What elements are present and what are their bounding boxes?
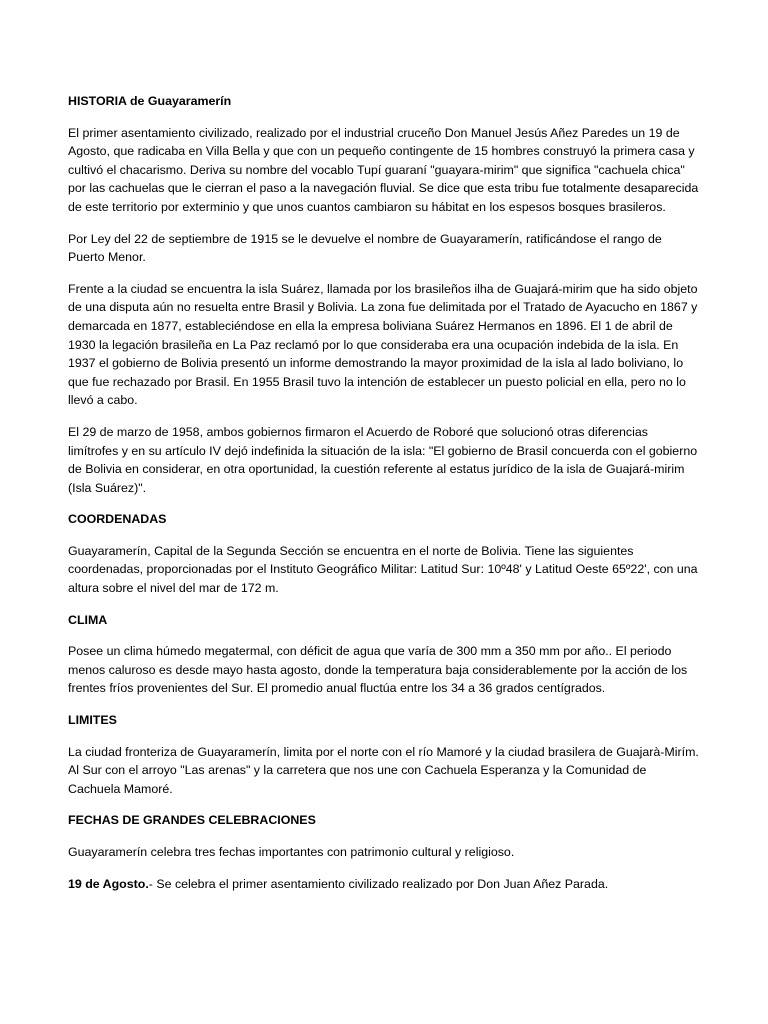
document-page <box>68 92 700 906</box>
historia-paragraph-1: El primer asentamiento civilizado, realizado por el industrial cruceño Don Manuel Jesús Añez Paredes un 19 de Agosto, que radicaba en Villa Bella y que con un pequeño contingente de 15 hombres construyó la primera casa y cultivó el chacarismo. Deriva su nombre del vocablo Tupí guaraní "guayara-mirim" que significa "cachuela chica" por las cachuelas que le cierran el paso a la navegación fluvial. Se dice que esta tribu fue totalmente desaparecida de este territorio por exterminio y que unos cuantos cambiaron su hábitat en los espesos bosques brasileros. <box>68 125 699 214</box>
historia-paragraph-2: Por Ley del 22 de septiembre de 1915 se le devuelve el nombre de Guayaramerín, ratificándose el rango de Puerto Menor. <box>68 231 662 265</box>
coordenadas-paragraph: Guayaramerín, Capital de la Segunda Sección se encuentra en el norte de Bolivia. Tiene las siguientes coordenadas, proporcionadas por el Instituto Geográfico Militar: Latitud Sur: 10º48' y Latitud Oeste 65º22', con una altura sobre el nivel del mar de 172 m. <box>68 543 698 596</box>
fechas-paragraph: Guayaramerín celebra tres fechas importantes con patrimonio cultural y religioso. <box>68 845 515 859</box>
historia-paragraph-4: El 29 de marzo de 1958, ambos gobiernos firmaron el Acuerdo de Roboré que solucionó otras diferencias limítrofes y en su artículo IV dejó indefinida la situación de la isla: "El gobierno de Brasil concuerda con el gobierno de Bolivia en considerar, en otra oportunidad, la cuestión referente al estatus jurídico de la isla de Guajará-mirim (Isla Suárez)". <box>68 424 698 495</box>
clima-paragraph: Posee un clima húmedo megatermal, con déficit de agua que varía de 300 mm a 350 mm por año.. El periodo menos caluroso es desde mayo hasta agosto, donde la temperatura baja considerablemente por la acción de los frentes fríos provenientes del Sur. El promedio anual fluctúa entre los 34 a 36 grados centígrados. <box>68 644 688 696</box>
clima-heading: CLIMA <box>68 612 108 627</box>
historia-paragraph-3: Frente a la ciudad se encuentra la isla Suárez, llamada por los brasileños ilha de Guajará-mirim que ha sido objeto de una disputa aún no resuelta entre Brasil y Bolivia. La zona fue delimitada por el Tratado de Ayacucho en 1867 y demarcada en 1877, estableciéndose en ella la empresa boliviana Suárez Hermanos en 1896. El 1 de abril de 1930 la legación brasileña en La Paz reclamó por lo que consideraba era una ocupación indebida de la isla. En 1937 el gobierno de Bolivia presentó un informe demostrando la mayor proximidad de la isla al lado boliviano, lo que fue rechazado por Brasil. En 1955 Brasil tuvo la intención de establecer un puesto policial en ella, pero no lo llevó a cabo. <box>68 281 698 408</box>
fechas-item-1 <box>68 875 700 894</box>
document-title: HISTORIA de Guayaramerín <box>68 94 232 108</box>
limites-paragraph: La ciudad fronteriza de Guayaramerín, limita por el norte con el río Mamoré y la ciudad brasilera de Guajarà-Mirím. Al Sur con el arroyo "Las arenas" y la carretera que nos une con Cachuela Esperanza y la Comunidad de Cachuela Mamoré. <box>68 744 699 796</box>
fechas-item-1-text: - Se celebra el primer asentamiento civilizado realizado por Don Juan Añez Parada. <box>148 876 609 891</box>
limites-heading: LIMITES <box>68 713 117 728</box>
fechas-heading: FECHAS DE GRANDES CELEBRACIONES <box>68 813 316 828</box>
coordenadas-heading: COORDENADAS <box>68 512 167 527</box>
fechas-item-1-label: 19 de Agosto. <box>68 876 149 891</box>
